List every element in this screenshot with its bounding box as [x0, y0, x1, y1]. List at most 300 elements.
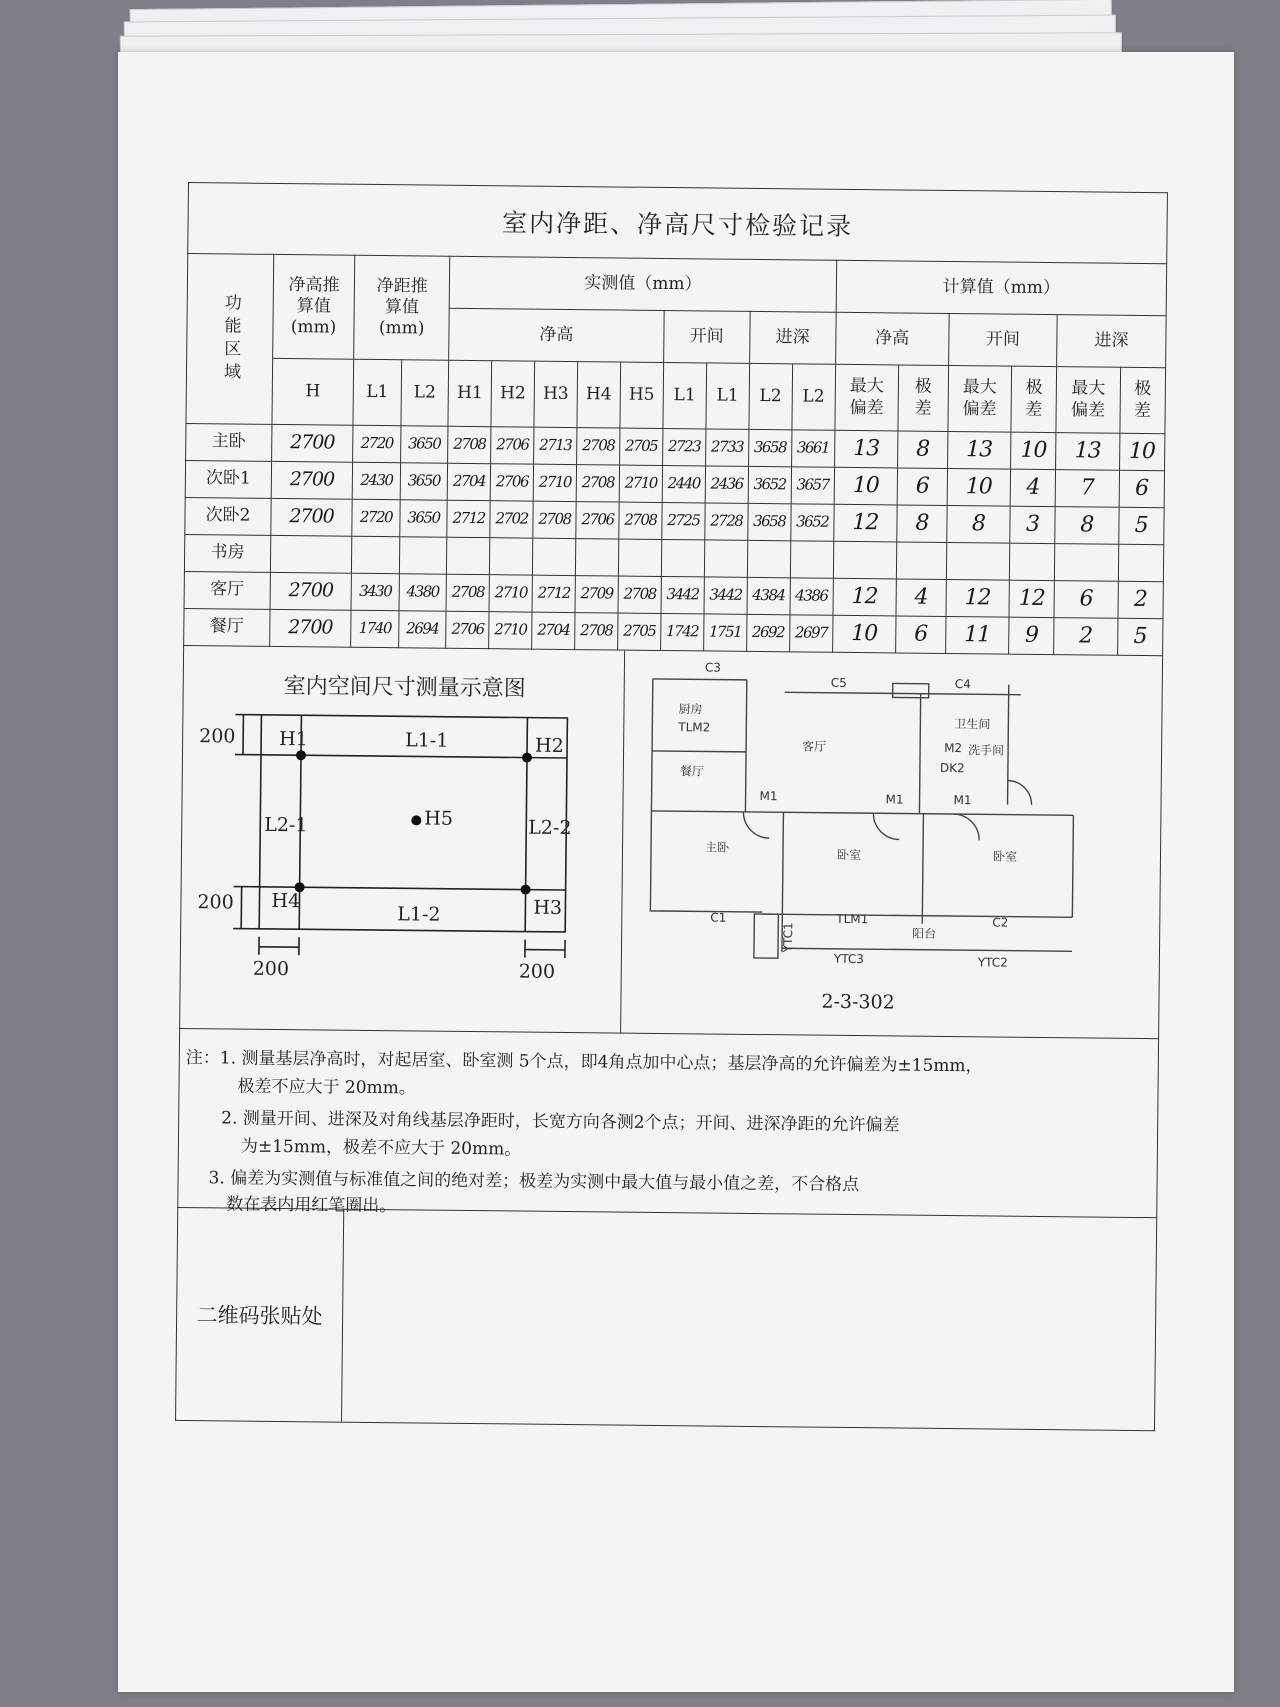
row-m4-value: 3661: [796, 438, 830, 458]
row-h4-value: 2706: [581, 510, 614, 529]
plan-c5: C5: [830, 675, 847, 690]
measured-header: 实测值（mm）: [449, 256, 836, 312]
row-h1: [447, 537, 490, 574]
plan-wall-top: [785, 692, 1021, 694]
row-l1-est-value: 3430: [359, 582, 392, 601]
row-c2-value: 6: [914, 621, 928, 648]
row-c6: [1119, 433, 1165, 470]
row-m1-value: 2725: [667, 511, 700, 530]
row-h2: [489, 612, 532, 649]
row-c6: [1118, 507, 1164, 544]
row-c6-value: 10: [1128, 439, 1156, 465]
row-c4: [1009, 543, 1055, 580]
inner-top-line: [261, 755, 567, 758]
dim-bottom-label: 200: [197, 891, 234, 914]
row-h2: [491, 427, 534, 464]
row-h2: [490, 501, 533, 538]
row-area: [184, 608, 270, 646]
row-m2-value: 2733: [710, 437, 744, 457]
row-m1: [661, 613, 704, 650]
col-jg-max: 最大 偏差: [835, 364, 899, 431]
inspection-form: [175, 182, 1168, 1431]
row-h2: [490, 538, 533, 575]
row-h2-value: 2702: [495, 509, 528, 528]
row-c5-value: 6: [1079, 586, 1093, 612]
row-h2-value: 2706: [496, 435, 529, 454]
row-c1: [833, 541, 897, 579]
row-h3-value: 2710: [538, 473, 572, 492]
row-m3: [746, 614, 789, 651]
row-l2-est: [399, 574, 447, 611]
row-area: [186, 423, 272, 461]
row-c5: [1056, 433, 1120, 471]
paper-sheet: [118, 52, 1234, 1692]
row-c5-value: 2: [1079, 623, 1093, 649]
plan-dining: 餐厅: [679, 764, 704, 779]
row-c1-value: 12: [852, 510, 879, 536]
plan-ytc1: YTC1: [780, 922, 796, 953]
row-m4-value: 4386: [795, 586, 828, 606]
row-c6: [1117, 618, 1163, 655]
note-3: 3. 偏差为实测值与标准值之间的绝对差；极差为实测中最大值与最小值之差，不合格点: [208, 1168, 860, 1196]
row-area-value: 次卧2: [205, 505, 251, 527]
plan-tlm2: TLM2: [678, 720, 711, 735]
row-c1-value: 10: [851, 621, 878, 647]
diagram-svg: [180, 646, 624, 1033]
qr-area: [342, 1210, 1156, 1430]
point-h3: [521, 885, 531, 895]
row-h5-value: 2705: [623, 621, 656, 641]
row-m3-value: 3658: [753, 512, 786, 531]
row-h5: [619, 465, 662, 502]
form-title: 室内净距、净高尺寸检验记录: [187, 182, 1168, 263]
row-height-est-value: 2700: [290, 431, 335, 454]
row-h3: [532, 575, 575, 612]
row-m2: [704, 577, 747, 614]
computed-kaijian: 开间: [948, 313, 1057, 366]
row-l1-est: [352, 499, 400, 536]
row-height-est-value: 2700: [288, 616, 333, 639]
plan-bedroom-2: 卧室: [992, 849, 1018, 864]
plan-dk2: DK2: [939, 760, 965, 776]
row-m3-value: 2692: [751, 623, 785, 642]
row-h3: [532, 612, 575, 649]
col-kj-max: 最大 偏差: [948, 365, 1012, 432]
row-m4: [790, 504, 833, 541]
row-h3-value: 2713: [539, 436, 572, 455]
col-m-L2b: L2: [792, 364, 836, 430]
row-l1-est: [353, 425, 401, 462]
label-h1: H1: [279, 727, 308, 751]
plan-c3: C3: [704, 660, 722, 675]
row-h1-value: 2708: [453, 435, 486, 454]
row-m3: [748, 466, 791, 503]
row-l2-est-value: 3650: [407, 471, 441, 491]
row-l1-est: [352, 536, 400, 573]
row-c1: [834, 504, 898, 542]
row-l2-est-value: 2694: [406, 619, 439, 639]
row-c4-value: 3: [1025, 512, 1040, 538]
notes: [177, 1029, 1159, 1218]
plan-m1-a: M1: [759, 789, 778, 804]
row-l1-est-value: 2720: [359, 508, 393, 527]
row-height-est: [271, 424, 353, 462]
plan-master: 主卧: [704, 840, 730, 855]
row-area-value: 次卧1: [205, 468, 251, 490]
row-m2-value: 2436: [710, 474, 743, 494]
row-l1-est-value: 2430: [360, 471, 393, 490]
area-header: 功能区域: [186, 254, 274, 425]
dim-top-label: 200: [199, 725, 236, 748]
row-c1-value: 13: [853, 436, 880, 462]
row-m4-value: 3652: [796, 512, 829, 532]
row-h4-value: 2709: [580, 584, 613, 603]
inner-right-line: [525, 718, 527, 932]
row-c3: [946, 579, 1010, 617]
row-h1-value: 2712: [452, 509, 485, 528]
row-l1-est-value: 2720: [360, 434, 393, 453]
row-m2-value: 3442: [709, 585, 742, 605]
measured-jinggao: 净高: [449, 308, 664, 362]
label-h4: H4: [271, 889, 301, 913]
label-l11: L1-1: [405, 729, 449, 752]
row-c2-value: 4: [914, 584, 928, 611]
row-m1: [662, 428, 705, 465]
plan-m1-c: M1: [953, 793, 972, 808]
inner-bottom-line: [260, 887, 566, 890]
row-m2-value: 1751: [708, 622, 742, 642]
row-h4: [576, 465, 619, 502]
plan-living: 客厅: [802, 739, 827, 754]
row-c1-value: 12: [851, 584, 878, 610]
height-est-header: 净高推 算值 (mm): [273, 254, 355, 359]
row-l1-est: [351, 573, 399, 610]
col-H1: H1: [448, 360, 492, 426]
row-m3-value: 3652: [753, 475, 786, 494]
row-c3-value: 11: [964, 622, 991, 648]
row-m2: [705, 466, 748, 503]
row-m1-value: 3442: [666, 585, 699, 604]
row-c2: [898, 431, 948, 469]
row-area: [185, 497, 271, 535]
col-kj-range: 极 差: [1011, 366, 1057, 432]
row-m1: [662, 465, 705, 502]
plan-wall-left: [650, 679, 764, 912]
plan-wall-bottom: [762, 914, 1072, 917]
computed-jinggao: 净高: [835, 312, 949, 365]
col-m-L1b: L1: [706, 363, 750, 429]
row-height-est: [271, 498, 353, 536]
row-c3-value: 13: [966, 437, 993, 463]
row-area: [184, 571, 270, 609]
label-h3: H3: [533, 896, 563, 919]
row-c5: [1055, 544, 1119, 582]
row-c3: [947, 431, 1011, 469]
row-height-est-value: 2700: [288, 579, 334, 602]
plan-c1: C1: [710, 910, 727, 925]
row-c3: [945, 616, 1009, 654]
row-h1-value: 2706: [451, 620, 484, 639]
row-m4-value: 3657: [796, 475, 829, 495]
row-m1: [662, 502, 705, 539]
row-h2-value: 2710: [494, 583, 528, 602]
row-h5-value: 2705: [624, 436, 658, 456]
row-c6-value: 5: [1134, 513, 1148, 539]
row-h3: [533, 464, 576, 501]
row-c2-value: 8: [915, 510, 929, 537]
row-h3-value: 2704: [537, 621, 570, 640]
row-c3: [947, 505, 1011, 543]
row-c4: [1009, 617, 1055, 654]
row-m4: [790, 541, 833, 578]
col-L1: L1: [353, 359, 401, 425]
dist-est-header: 净距推 算值 (mm): [354, 255, 450, 360]
col-H: H: [272, 358, 354, 425]
row-h5: [619, 502, 662, 539]
point-h1: [296, 750, 306, 760]
row-l2-est-value: 3650: [407, 508, 440, 528]
col-m-L1a: L1: [663, 362, 707, 428]
row-h3: [533, 501, 576, 538]
row-c4-value: 10: [1020, 437, 1047, 464]
row-c6-value: 6: [1134, 476, 1149, 502]
row-h2-value: 2706: [495, 472, 529, 491]
row-h4-value: 2708: [581, 473, 615, 492]
row-c4-value: 4: [1026, 475, 1040, 501]
row-c5: [1054, 581, 1118, 619]
label-h2: H2: [535, 734, 564, 757]
row-c2: [896, 579, 946, 617]
plan-caption: 2-3-302: [821, 990, 895, 1014]
note-1: 注：1. 测量基层净高时，对起居室、卧室测 5个点，即4角点加中心点；基层净高的允许偏差为±15mm，: [185, 1048, 983, 1077]
note-2-cont: 为±15mm，极差不应大于 20mm。: [240, 1136, 522, 1160]
computed-header: 计算值（mm）: [836, 260, 1167, 315]
col-L2: L2: [401, 360, 449, 426]
plan-ytc3: YTC3: [833, 951, 864, 967]
row-m4: [791, 467, 834, 504]
row-m3: [747, 577, 790, 614]
row-m4-value: 2697: [794, 623, 828, 643]
row-h4: [575, 539, 618, 576]
plan-ytc2: YTC2: [977, 955, 1008, 970]
row-l2-est: [400, 426, 448, 463]
row-c5: [1055, 507, 1119, 545]
row-h4: [577, 428, 620, 465]
row-m2: [705, 429, 748, 466]
row-m4: [791, 430, 834, 467]
row-area-value: 客厅: [210, 579, 245, 600]
note-3-cont: 数在表内用红笔圈出。: [226, 1194, 397, 1217]
row-l1-est-value: 1740: [358, 619, 392, 638]
computed-jinshen: 进深: [1057, 315, 1166, 368]
qr-row: [175, 1208, 1157, 1431]
label-l12: L1-2: [397, 903, 441, 926]
row-area: [185, 460, 271, 498]
row-area-value: 书房: [210, 542, 245, 563]
note-1-cont: 极差不应大于 20mm。: [237, 1076, 416, 1099]
row-c3: [946, 542, 1010, 580]
row-h4: [575, 576, 618, 613]
row-h2-value: 2710: [494, 620, 527, 639]
row-c5: [1055, 470, 1119, 508]
label-h5: H5: [424, 807, 454, 830]
row-c2: [897, 505, 947, 543]
door-arc-2: [873, 813, 899, 839]
plan-c4: C4: [954, 677, 971, 692]
row-h4-value: 2708: [582, 436, 615, 455]
floor-plan-svg: [621, 651, 1163, 1039]
row-c1: [834, 430, 898, 468]
label-l21: L2-1: [264, 813, 308, 837]
row-h3: [532, 538, 575, 575]
row-c1: [833, 578, 897, 616]
row-l1-est: [351, 610, 399, 647]
row-c5-value: 8: [1080, 512, 1094, 538]
plan-balcony-line: [782, 948, 1072, 951]
row-h1: [448, 426, 491, 463]
plan-wall-right: [1072, 815, 1073, 917]
row-c4: [1010, 506, 1056, 543]
door-arc-3: [953, 814, 979, 840]
row-area-value: 餐厅: [209, 616, 244, 637]
row-h5: [620, 428, 663, 465]
row-c6: [1119, 470, 1165, 507]
row-h1: [447, 463, 490, 500]
row-c6-value: 2: [1133, 587, 1148, 613]
row-l2-est: [399, 537, 447, 574]
plan-wall-mid: [651, 811, 1073, 815]
plan-c2: C2: [992, 915, 1009, 930]
row-c3-value: 10: [965, 474, 992, 500]
qr-label: 二维码张贴处: [176, 1208, 344, 1422]
row-m1-value: 2723: [667, 437, 701, 456]
row-c3: [947, 468, 1011, 506]
row-c4: [1009, 580, 1055, 617]
col-js-max: 最大 偏差: [1056, 367, 1120, 434]
row-h5-value: 2708: [623, 584, 656, 604]
plan-m2: M2: [944, 740, 963, 756]
door-arc-4: [1008, 781, 1032, 805]
plan-m1-b: M1: [885, 792, 904, 807]
row-h5-value: 2708: [624, 510, 657, 530]
row-c6: [1118, 581, 1164, 618]
diagram-title: 室内空间尺寸测量示意图: [283, 674, 526, 702]
row-h1-value: 2704: [452, 472, 486, 491]
row-height-est-value: 2700: [289, 505, 334, 528]
row-l2-est: [398, 611, 446, 648]
plan-bedroom-1: 卧室: [836, 847, 862, 863]
row-l2-est: [400, 500, 448, 537]
row-c2-value: 8: [916, 436, 930, 463]
row-m4: [790, 578, 833, 615]
measurement-diagram: [180, 646, 625, 1033]
row-c4: [1011, 432, 1057, 469]
row-h1: [446, 574, 489, 611]
plan-tlm1: TLM1: [836, 911, 869, 927]
diagram-row: [179, 646, 1163, 1039]
row-m3: [747, 540, 790, 577]
data-rows: [184, 423, 1165, 655]
point-h5: [411, 815, 421, 825]
row-m1-value: 1742: [665, 622, 699, 641]
row-h1: [447, 500, 490, 537]
row-m3: [748, 429, 791, 466]
row-l2-est: [400, 463, 448, 500]
row-h4: [575, 613, 618, 650]
plan-balcony: 阳台: [912, 926, 937, 941]
row-h2: [490, 464, 533, 501]
row-c3-value: 12: [964, 585, 991, 611]
row-c4: [1010, 469, 1056, 506]
row-l1-est: [352, 462, 400, 499]
row-m3-value: 4384: [752, 586, 785, 605]
plan-shaft: [754, 914, 778, 958]
row-m2: [705, 503, 748, 540]
door-arc-1: [743, 812, 769, 838]
row-m1-value: 2440: [667, 474, 700, 493]
row-m1: [661, 539, 704, 576]
col-H2: H2: [491, 361, 535, 427]
row-height-est: [270, 572, 352, 610]
row-height-est: [270, 609, 352, 647]
row-c6: [1118, 544, 1164, 581]
row-c1: [832, 615, 896, 653]
row-c6-value: 5: [1133, 624, 1147, 650]
row-h4: [576, 502, 619, 539]
row-h3: [534, 427, 577, 464]
point-h2: [522, 753, 532, 763]
row-h5-value: 2710: [624, 473, 657, 493]
row-height-est: [271, 461, 353, 499]
row-c1-value: 10: [852, 473, 879, 499]
row-c4-value: 12: [1018, 585, 1045, 612]
col-js-range: 极 差: [1119, 367, 1165, 433]
row-c4-value: 9: [1024, 623, 1039, 649]
col-H5: H5: [620, 362, 664, 428]
row-h1: [446, 611, 489, 648]
plan-kitchen: 厨房: [678, 702, 703, 717]
plan-wall-top-kitchen: [653, 679, 747, 680]
plan-washroom: 洗手间: [968, 743, 1005, 758]
row-m1: [661, 576, 704, 613]
row-c5-value: 7: [1080, 475, 1094, 501]
row-h5: [618, 576, 661, 613]
row-h2: [489, 575, 532, 612]
plan-bath: 卫生间: [954, 717, 991, 732]
row-area-value: 主卧: [211, 431, 246, 452]
row-m3-value: 3658: [753, 438, 787, 457]
row-l2-est-value: 3650: [408, 434, 441, 454]
note-2: 2. 测量开间、进深及对角线基层净距时，长宽方向各测2个点；开间、进深净距的允许偏差: [221, 1108, 900, 1136]
row-l2-est-value: 4380: [406, 582, 439, 602]
row-h5: [618, 613, 661, 650]
measurement-table: [183, 253, 1167, 656]
label-l22: L2-2: [528, 816, 572, 840]
col-H3: H3: [534, 361, 578, 427]
row-height-est: [270, 535, 352, 573]
row-m2: [704, 540, 747, 577]
row-c2: [896, 616, 946, 654]
floor-plan: [621, 651, 1162, 1039]
col-H4: H4: [577, 362, 621, 428]
row-h5: [618, 539, 661, 576]
dim-right-label: 200: [518, 960, 556, 983]
row-m4: [789, 615, 832, 652]
row-height-est-value: 2700: [289, 468, 335, 491]
row-h4-value: 2708: [580, 621, 613, 640]
row-c3-value: 8: [971, 511, 986, 537]
row-m3: [748, 503, 791, 540]
